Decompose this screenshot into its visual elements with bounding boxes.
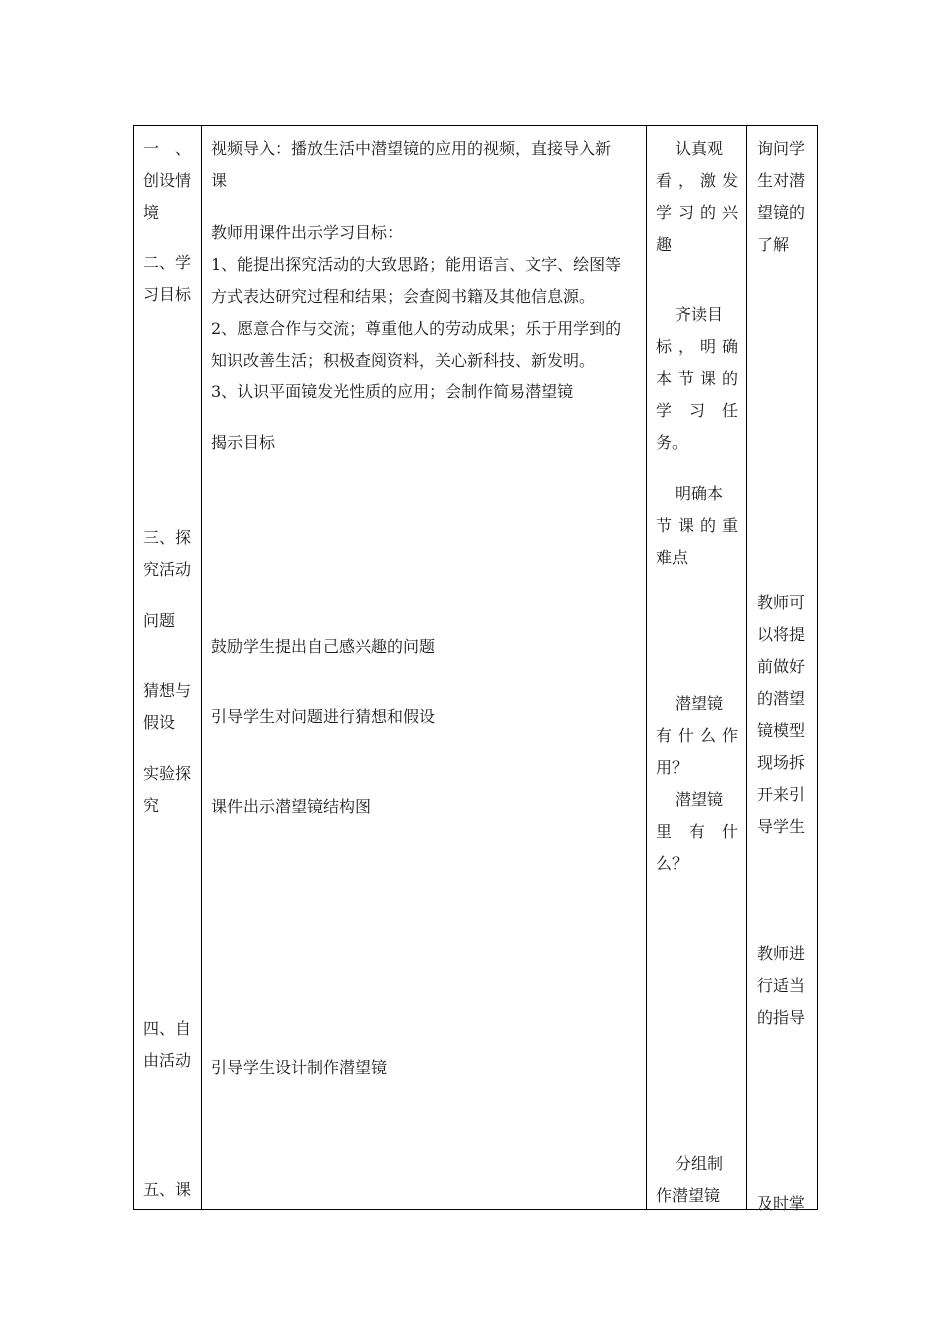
section-3-title-line: 究活动 bbox=[143, 560, 192, 579]
design-note-line: 询问学 bbox=[757, 139, 806, 158]
section-4-title-line: 由活动 bbox=[143, 1051, 192, 1070]
student-activity-line: 务。 bbox=[656, 433, 689, 452]
subsection-experiment-line: 究 bbox=[143, 796, 160, 815]
student-activity-line: 齐读目 bbox=[675, 305, 724, 324]
student-activity-line: 学 习 的 兴 bbox=[656, 203, 738, 222]
student-activity-line: 里 有 什 bbox=[656, 822, 738, 841]
encourage-questions-text: 鼓励学生提出自己感兴趣的问题 bbox=[211, 637, 436, 656]
student-activity-line: 认真观 bbox=[675, 139, 724, 158]
design-note-line: 现场拆 bbox=[757, 753, 806, 772]
column-divider-3 bbox=[746, 126, 747, 1209]
section-1-title-line: 境 bbox=[143, 203, 160, 222]
design-note-line: 的指导 bbox=[757, 1008, 806, 1027]
design-note-line: 及时掌 bbox=[757, 1194, 806, 1213]
student-activity-line: 明确本 bbox=[675, 484, 724, 503]
design-note-line: 导学生 bbox=[757, 817, 806, 836]
student-activity-line: 难点 bbox=[656, 548, 689, 567]
goal-text: 方式表达研究过程和结果；会查阅书籍及其他信息源。 bbox=[211, 287, 596, 306]
goal-header: 教师用课件出示学习目标： bbox=[211, 223, 404, 242]
intro-text: 课 bbox=[211, 171, 228, 190]
design-note-line: 教师进 bbox=[757, 944, 806, 963]
student-activity-line: 节 课 的 重 bbox=[656, 516, 738, 535]
section-3-title-line: 三、探 bbox=[143, 528, 192, 547]
student-activity-line: 潜望镜 bbox=[675, 694, 724, 713]
subsection-question: 问题 bbox=[143, 611, 176, 630]
section-1-separator: 、 bbox=[175, 139, 192, 158]
design-note-line: 以将提 bbox=[757, 625, 806, 644]
design-note-line: 教师可 bbox=[757, 593, 806, 612]
subsection-hypothesis-line: 猜想与 bbox=[143, 681, 192, 700]
design-note-line: 望镜的 bbox=[757, 203, 806, 222]
guide-hypothesis-text: 引导学生对问题进行猜想和假设 bbox=[211, 707, 436, 726]
intro-text: 视频导入：播放生活中潜望镜的应用的视频，直接导入新 bbox=[211, 139, 612, 158]
goal-text: 2、愿意合作与交流；尊重他人的劳动成果；乐于用学到的 bbox=[211, 319, 622, 338]
design-note-line: 开来引 bbox=[757, 785, 806, 804]
design-note-line: 了解 bbox=[757, 235, 790, 254]
section-4-title-line: 四、自 bbox=[143, 1019, 192, 1038]
section-5-title-line: 五、课 bbox=[143, 1180, 192, 1199]
subsection-hypothesis-line: 假设 bbox=[143, 713, 176, 732]
student-activity-line: 用？ bbox=[656, 758, 689, 777]
design-note-line: 行适当 bbox=[757, 976, 806, 995]
student-activity-line: 本 节 课 的 bbox=[656, 369, 738, 388]
courseware-diagram-text: 课件出示潜望镜结构图 bbox=[211, 797, 372, 816]
student-activity-line: 标 ， 明 确 bbox=[656, 337, 738, 356]
section-2-title-line: 二、学 bbox=[143, 253, 192, 272]
design-note-line: 镜模型 bbox=[757, 721, 806, 740]
section-2-title-line: 习目标 bbox=[143, 285, 192, 304]
student-activity-line: 有 什 么 作 bbox=[656, 726, 738, 745]
goal-text: 1、能提出探究活动的大致思路；能用语言、文字、绘图等 bbox=[211, 255, 622, 274]
goal-text: 知识改善生活；积极查阅资料，关心新科技、新发明。 bbox=[211, 351, 596, 370]
guide-making-text: 引导学生设计制作潜望镜 bbox=[211, 1058, 388, 1077]
section-1-title-line: 创设情 bbox=[143, 171, 192, 190]
student-activity-line: 分组制 bbox=[675, 1154, 724, 1173]
student-activity-line: 学 习 任 bbox=[656, 401, 738, 420]
goal-text: 3、认识平面镜发光性质的应用；会制作简易潜望镜 bbox=[211, 382, 574, 401]
student-activity-line: 么？ bbox=[656, 854, 689, 873]
column-divider-1 bbox=[201, 126, 202, 1209]
subsection-experiment-line: 实验探 bbox=[143, 764, 192, 783]
section-1-number: 一 bbox=[143, 139, 160, 158]
design-note-line: 生对潜 bbox=[757, 171, 806, 190]
student-activity-line: 趣 bbox=[656, 235, 673, 254]
design-note-line: 前做好 bbox=[757, 657, 806, 676]
student-activity-line: 作潜望镜 bbox=[656, 1186, 721, 1205]
reveal-goals-text: 揭示目标 bbox=[211, 433, 276, 452]
design-note-line: 的潜望 bbox=[757, 689, 806, 708]
student-activity-line: 潜望镜 bbox=[675, 790, 724, 809]
student-activity-line: 看 ， 激 发 bbox=[656, 171, 738, 190]
column-divider-2 bbox=[646, 126, 647, 1209]
